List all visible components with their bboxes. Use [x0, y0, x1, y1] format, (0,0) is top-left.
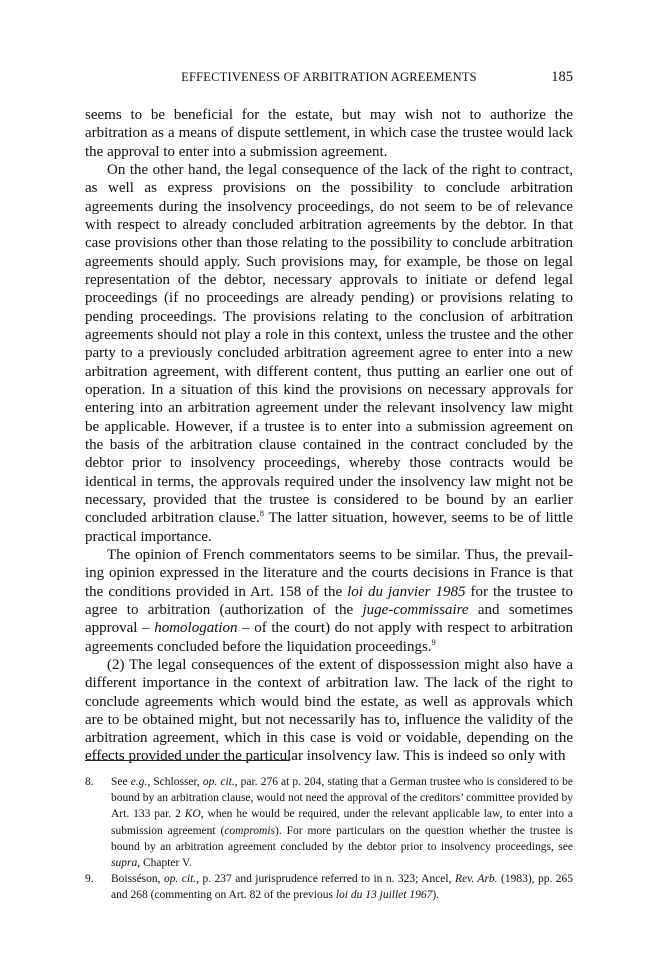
footnote-ref-9[interactable]: 9	[431, 636, 436, 647]
running-title: EFFECTIVENESS OF ARBITRATION AGREEMENTS	[181, 70, 477, 84]
footnote-divider	[85, 760, 290, 761]
page-number: 185	[551, 69, 573, 85]
paragraph-4: (2) The legal consequences of the extent of dispossession might also have a different importance in the context of arbitration law. The lack of the right to conclude agreements which would bind the estate, as well as approvals which are to be obtained might, but not necessarily has to, influence the validity of the arbitration agreement, which in this case is void or voidable, depending on the effects provided under the particular insolvency law. This is indeed so only with	[85, 656, 573, 765]
paragraph-3: The opinion of French commentators seems to be similar. Thus, the prevail-ing opinion expressed in the literature and the courts decisions in France is that the conditions provided in Art. 158 of the loi du janvier 1985 for the trustee to agree to arbitration (authorization of the juge-commissaire and sometimes approval – homologation – of the court) do not apply with respect to arbitration agreements concluded before the liquidation proceedings.$^9$	[85, 546, 574, 655]
footnote-8: 8. See e.g., Schlosser, op. cit., par. 276 at p. 204, stating that a German trustee who is considered to be bound by an arbitration clause, would not need the approval of the creditors’ committee provided by Art. 133 par. 2 KO, when he would be required, under the relevant applicable law, to enter into a submission agreement (compromis). For more particulars on the question whether the trustee is bound by an arbitration agreement concluded by the debtor prior to insolvency proceedings, see supra, Chapter V.	[85, 776, 573, 870]
body-text	[85, 106, 573, 766]
footnote-number: 9.	[85, 873, 94, 886]
paragraph-2: On the other hand, the legal consequence of the lack of the right to contract, as well as express provisions on the possibility to conclude arbitration agreements during the insolvency proceedings, do not seem to be of relevance with respect to already concluded arbitration agreements by the debtor. In that case provisions other than those relating to the possibility to conclude arbitration agreements should apply. Such provisions may, for example, be those on legal representation of the debtor, necessary approvals to initiate or defend legal proceedings (if no proceedings are already pending) or provisions relating to pending proceedings. The provisions relating to the conclusion of arbitration agreements should not play a role in this context, unless the trustee and the other party to a previously concluded arbitration agreement agree to enter into a new arbitration agreement, with different content, thus putting an earlier one out of operation. In a situation of this kind the provisions on necessary approvals for entering into an arbitration agreement under the relevant insolvency law might be applicable. However, if a trustee is to enter into a submission agreement on the basis of the arbitration clause contained in the contract concluded by the debtor prior to insolvency proceedings, whereby those contracts would be identical in terms, the approvals required under the insolvency law might not be necessary, provided that the trustee is considered to be bound by an earlier concluded arbitration clause.$^8$ The latter situation, however, seems to be of little practical importance.	[85, 161, 573, 545]
footnote-ref-8[interactable]: 8	[259, 508, 265, 519]
paragraph-1: seems to be beneficial for the estate, but may wish not to authorize the arbitration as a means of dispute settlement, in which case the trustee would lack the approval to enter into a submission agreement.	[85, 107, 573, 160]
footnotes	[85, 774, 573, 904]
page-header	[85, 70, 573, 90]
footnote-number: 8.	[85, 776, 94, 788]
footnote-9: 9. Boisséson, op. cit., p. 237 and jurisprudence referred to in n. 323; Ancel, Rev. Arb. (1983), pp. 265 and 268 (commenting on Art. 82 of the previous loi du 13 juillet 1967).	[85, 873, 574, 902]
